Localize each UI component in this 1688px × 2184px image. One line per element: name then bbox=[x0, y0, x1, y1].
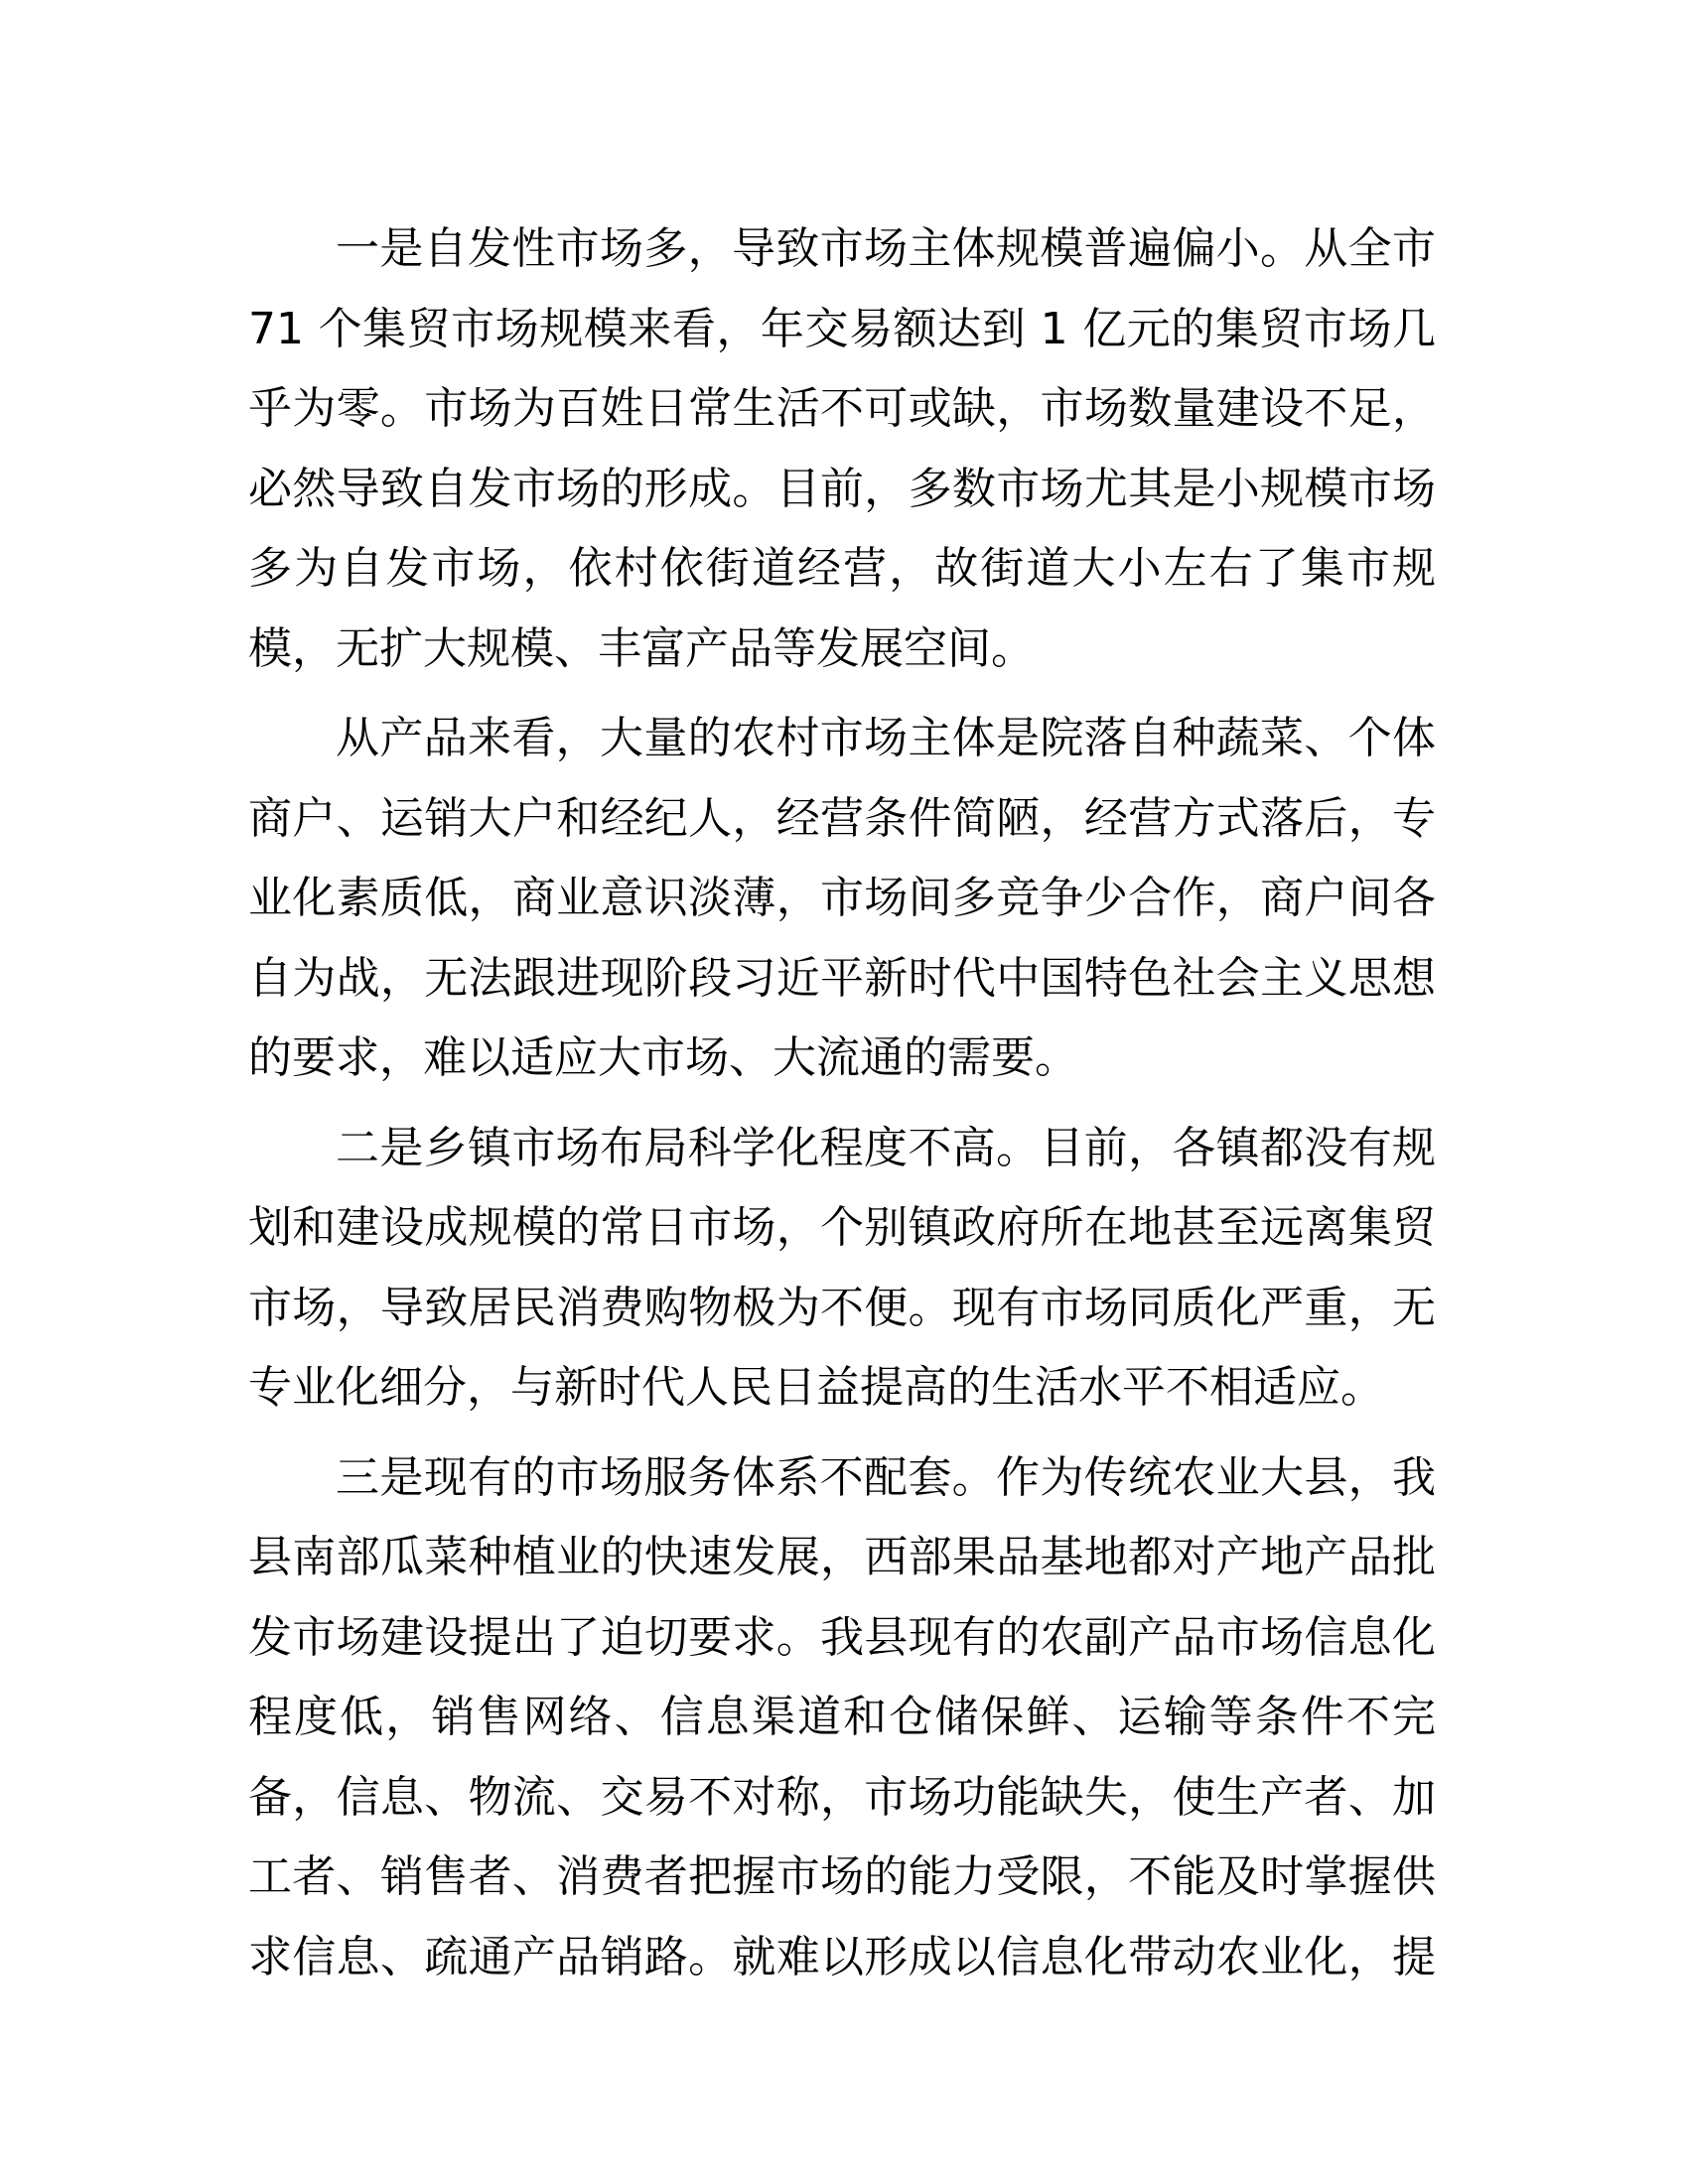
text-line: 专业化细分，与新时代人民日益提高的生活水平不相适应。 bbox=[248, 1362, 1384, 1413]
text-line: 一是自发性市场多，导致市场主体规模普遍偏小。从全市 bbox=[336, 223, 1436, 274]
text-line: 工者、销售者、消费者把握市场的能力受限，不能及时掌握供 bbox=[248, 1851, 1436, 1902]
paragraph-2 bbox=[248, 699, 1440, 1099]
text-line: 三是现有的市场服务体系不配套。作为传统农业大县，我 bbox=[336, 1451, 1436, 1503]
text-line: 自为战，无法跟进现阶段习近平新时代中国特色社会主义思想 bbox=[248, 952, 1436, 1004]
text-line: 多为自发市场，依村依街道经营，故街道大小左右了集市规 bbox=[248, 543, 1436, 594]
document-body bbox=[248, 209, 1440, 2007]
text-line: 模，无扩大规模、丰富产品等发展空间。 bbox=[248, 622, 1035, 674]
text-line: 从产品来看，大量的农村市场主体是院落自种蔬菜、个体 bbox=[336, 713, 1436, 763]
text-line: 二是乡镇市场布局科学化程度不高。目前，各镇都没有规 bbox=[336, 1122, 1436, 1173]
paragraph-4 bbox=[248, 1438, 1440, 1998]
text-line: 求信息、疏通产品销路。就难以形成以信息化带动农业化，提 bbox=[248, 1931, 1436, 1982]
text-line: 备，信息、物流、交易不对称，市场功能缺失，使生产者、加 bbox=[248, 1771, 1436, 1823]
text-line: 发市场建设提出了迫切要求。我县现有的农副产品市场信息化 bbox=[248, 1611, 1436, 1663]
text-line: 的要求，难以适应大市场、大流通的需要。 bbox=[248, 1032, 1078, 1083]
paragraph-3 bbox=[248, 1109, 1440, 1429]
text-line: 程度低，销售网络、信息渠道和仓储保鲜、运输等条件不完 bbox=[248, 1692, 1436, 1742]
text-line: 商户、运销大户和经纪人，经营条件简陋，经营方式落后，专 bbox=[248, 792, 1436, 844]
paragraph-1 bbox=[248, 209, 1440, 689]
text-line: 业化素质低，商业意识淡薄，市场间多竞争少合作，商户间各 bbox=[248, 873, 1436, 923]
text-line: 乎为零。市场为百姓日常生活不可或缺，市场数量建设不足， bbox=[248, 383, 1436, 434]
text-line: 划和建设成规模的常日市场，个别镇政府所在地甚至远离集贸 bbox=[248, 1202, 1436, 1253]
text-line: 市场，导致居民消费购物极为不便。现有市场同质化严重，无 bbox=[248, 1282, 1436, 1333]
text-line: 必然导致自发市场的形成。目前，多数市场尤其是小规模市场 bbox=[248, 463, 1436, 514]
text-line: 71 个集贸市场规模来看，年交易额达到 1 亿元的集贸市场几 bbox=[248, 303, 1436, 354]
text-line: 县南部瓜菜种植业的快速发展，西部果品基地都对产地产品批 bbox=[248, 1532, 1436, 1582]
